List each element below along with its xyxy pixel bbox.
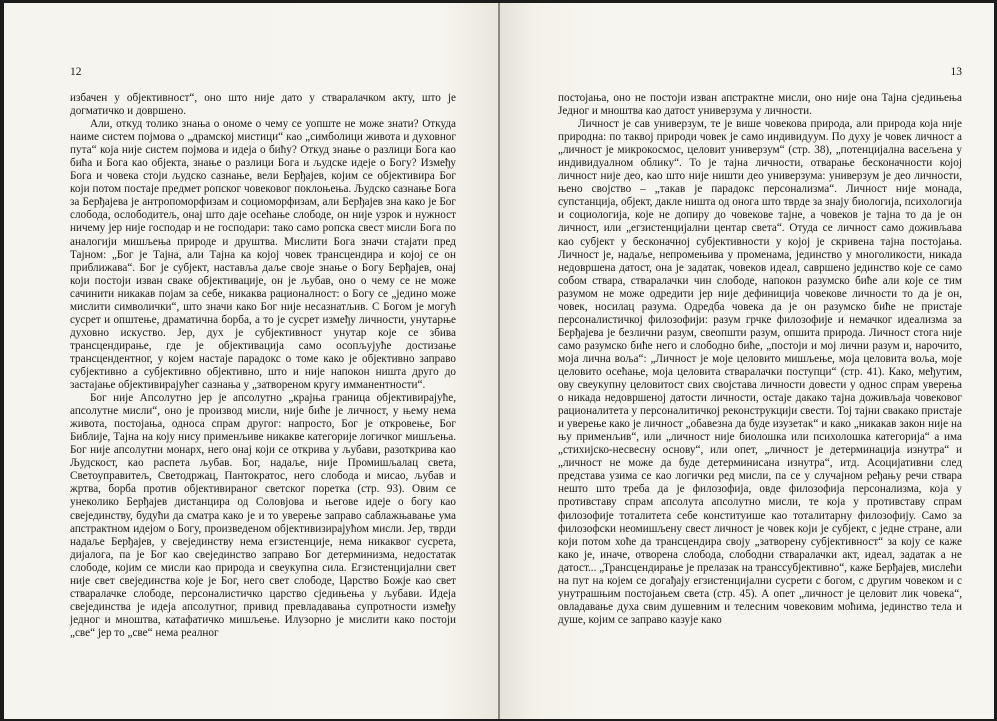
book-spread xyxy=(4,3,994,719)
paragraph: постојања, оно не постоји изван апстрактне мисли, оно није она Тајна сједињења Једног и мноштва као датост универзума у личности. xyxy=(558,92,962,118)
right-page-text xyxy=(558,92,962,627)
paragraph: Бог није Апсолутно јер је апсолутно „крајња граница објективирајуће, апсолутне мисли“, оно је производ мисли, није биће је личност, у њему нема живота, постојања, односа спрам другог: напросто, Бог је откровење, Бог Библије, Тајна на коју нису применљиве никакве категорије логичког мишљења. Бог није апсолутни монарх, него онај који се открива у љубави, разоткрива као Људскост, као распета љубав. Бог, надаље, није Промишљалац света, Светоуправитељ, Светодржац, Пантократос, него слобода и мисао, љубав и жртва, борба против објективираног светског поретка (стр. 93). Овим се унеколико Берђајев дистанцира од Соловјова и његове идеје о богу као свејединству, будући да сматра како је и то уверење заправо саблажњавање ума апстрактном идејом о Богу, произведеном објективизирајућом мисли. Јер, тврди надаље Берђајев, у свејединству нема егзистенције, нема никаквог сусрета, дијалога, па је Бог као свејединство заправо Бог детерминизма, недостатак слободе, којим се мисли као природа и свеукупна сила. Егзистенцијални свет није свет свејединства које је Бог, него свет слободе, Царство Божје као свет стваралачке слободе, персоналистичко царство сједињења у љубави. Идеја свејединства је идеја апсолутног, привид превладавања супротности између једног и мноштва, катафатичко мишљење. Илузорно је мислити како постоји „све“ јер то „све“ нема реалног xyxy=(70,392,456,639)
left-page-number: 12 xyxy=(70,66,82,78)
paragraph: избачен у објективност“, оно што није дато у стваралачком акту, што је догматичко и довршено. xyxy=(70,92,456,118)
left-page xyxy=(4,3,498,719)
right-page xyxy=(500,3,994,719)
right-page-number: 13 xyxy=(950,66,962,78)
left-page-text xyxy=(70,92,456,640)
paragraph: Али, откуд толико знања о ономе о чему се уопште не може знати? Откуда наиме систем појмова о „драмској мистици“ као „симболици живота и духовног пута“ која није систем појмова и идеја о бићу? Откуд знање о разлици Бога као бића и Бога као објекта, знање о разлици Бога и људске идеје о Богу? Између Бога и човека стоји људско сазнање, вели Берђајев, којим се објективира Бог који потом постаје предмет ропског човековог поклоњења. Људско сазнање Бога за Берђајева је антропоморфизам и социоморфизам, али Берђајев зна како је Бог слобода, ослободитељ, онај што даје осећање слободе, он није узрок и нужност ничему јер није господар и не господари: тако само ропска свест мисли Бога по аналогији мишљења природе и друштва. Мислити Бога значи стајати пред Тајном: „Бог је Тајна, али Тајна ка којој човек трансцендира и којој се он приближава“. Бог је субјект, наставља даље своје знање о Богу Берђајев, онај који постоји изван сваке објективације, он је љубав, оно о чему се не може сачинити никакав појам за себе, никаква рационалност: о Богу се „једино може мислити символички“, што значи како Бог није несазнатљив. С Богом је могућ сусрет и општење, драматична борба, а то је сусрет између личности, унутарње духовно искуство. Јер, дух је субјективност унутар које се збива трансцендирање, где је објективација само осопљујуће достизање трансцендентног, у којем настаје парадокс о томе како је објективно заправо субјективно а субјективно објективно, што и није напокон ништа друго до застајање објективирајућег сазнања у „затвореном кругу имманентности“. xyxy=(70,118,456,392)
paragraph: Личност је сав универзум, те је више човекова природа, али природа која није природна: по таквој природи човек је само индивидуум. По духу је човек личност а „личност је микрокосмос, целовит универзум“ (стр. 38), „потенцијална васељена у индивидуалном облику“. То је тајна личности, отварање бесконачности којој личност није део, као што није ништи део универзума: универзум је део личности, њено својство – „такав је парадокс персонализма“. Личност није монада, супстанција, објект, дакле ништа од онога што тврде за знају биологија, психологија и социологија, које не допиру до човекове тајне, а човеков је тајна то да је он личност, или „егзистенцијални центар света“. Отуда се личност само доживљава као субјект у бесконачној субјективности у којој је скривена тајна постојања. Личност је, надаље, непромењива у променама, јединство у многоликости, никада недовршена датост, она је задатак, човеков идеал, савршено јединство које се само собом ствара, стваралачки чин слободе, напокон разумско биће али које се тим разумом не може одредити јер није дефиниција човекове личности то да је он, човек, носилац разума. Одредба човека да је он разумско биће не пристаје персоналистичкој филозофији: разум грчке филозофије и немачког идеализма за Берђајева је безлични разум, свеопшти разум, опшита природа. Личност стога није само разумско биће него и слободно биће, „постоји и мој лични разум и, нарочито, моја лична воља“: „Личност је моје целовито мишљење, моја целовита воља, моје целовито осећање, моја целовита стваралачки поступци“ (стр. 41). Како, међутим, ову свеукупну целовитост свих својстава личности довести у однос спрам уверења о никада недовршеној датости личности, остаје дакако тајна доживљаја човековог рационалитета у персоналитичкој реконструкцији свести. Тој тајни свакако пристаје и уверење како је личност „обавезна да буде изузетак“ и како „никакав закон није на њу применљив“, или „личност није биолошка или психолошка категорија“ а има „стихијско-несвесну основу“, или опет, „личност је детерминација изнутра“ и „личност не може да буде детерминисана изнутра“, итд. Асоцијативни след представа узима се као логички ред мисли, па се у случајном ређању речи ствара нешто што треба да је филозофија, овде филозофија персонализма, која у противставу спрам апсолута апсолутно мисли, те која у противставу спрам филозофије тоталитета себе конституише као тоталитарну филозофију. Само за филозофски неомишљену свест личност је човек који је субјект, с једне стране, али који потом хоће да трансцендира своју „затворену субјективност“ за коју се каже како је, иначе, отворена слобода, слободни стваралачки акт, идеал, задатак а не датост... „Трансцендирање је прелазак на транссубјективно“, каже Берђајев, мислећи на пут на којем се догађају егзистенцијални сусрети с богом, с другим човеком и с унутрашњим постојањем света (стр. 45). А опет „личност је целовит лик човека“, овладавање духа свим душевним и телесним човековим моћима, јединство тела и душе, којим се заправо казује како xyxy=(558,118,962,626)
